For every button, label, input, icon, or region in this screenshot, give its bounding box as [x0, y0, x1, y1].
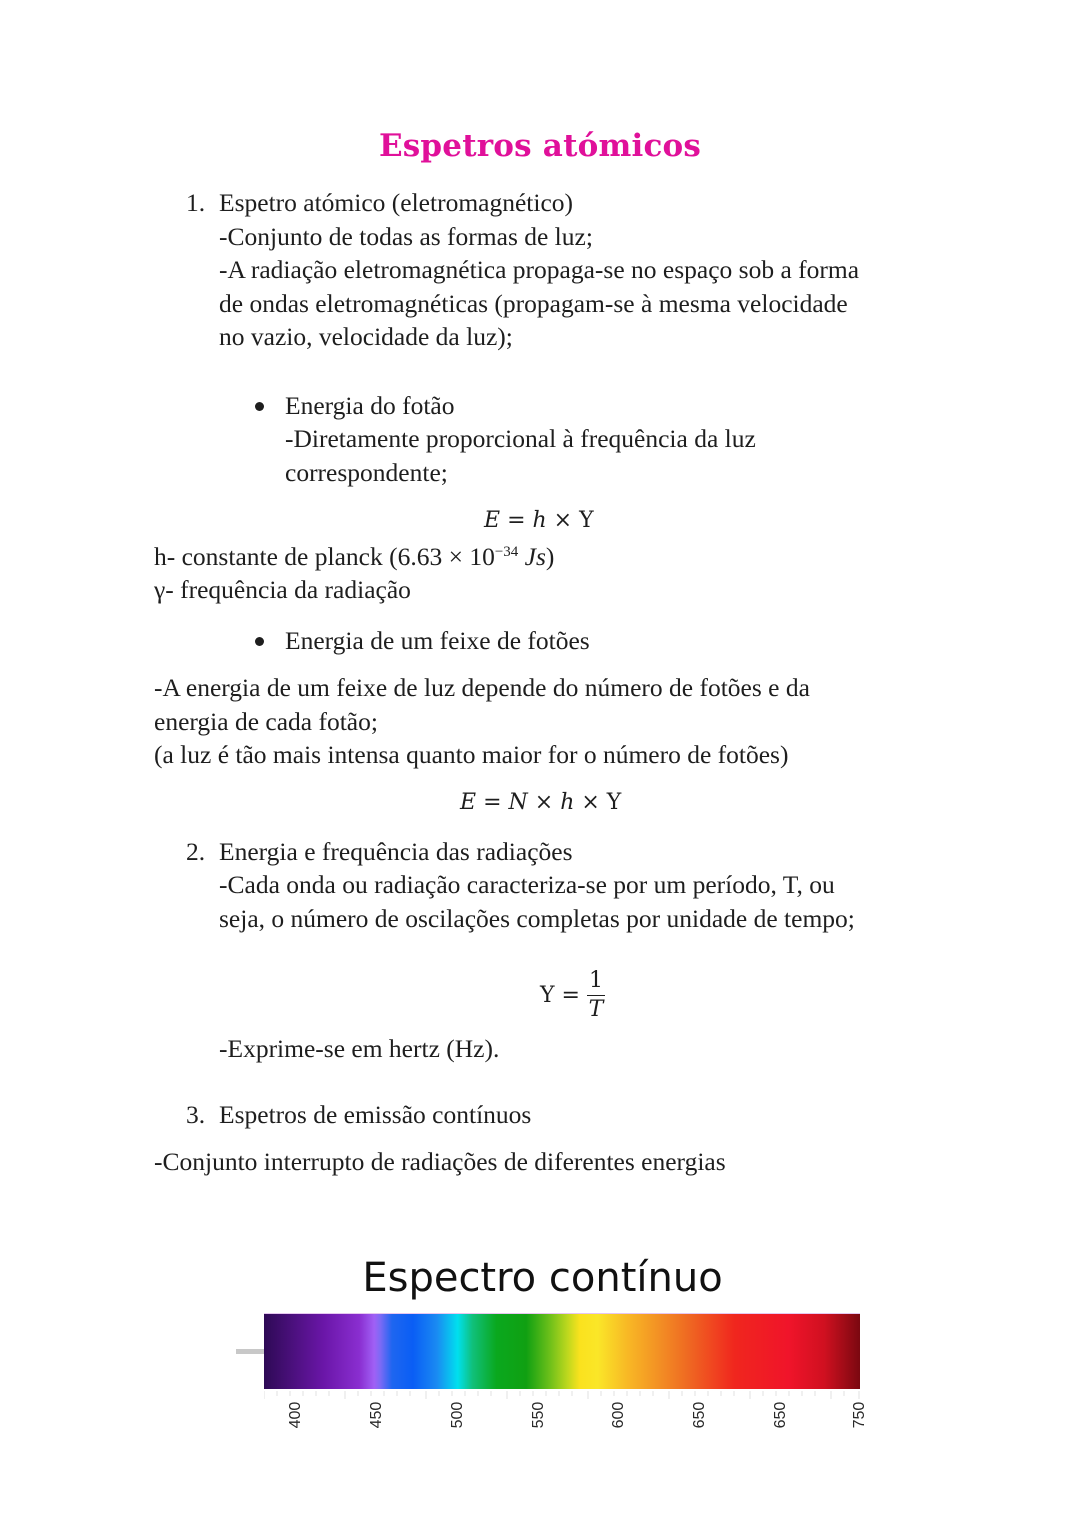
- section-2-number: 2.: [186, 837, 206, 866]
- bullet-icon: [255, 637, 264, 646]
- fraction-denominator: T: [588, 997, 604, 1022]
- bullet-2-line: -A energia de um feixe de luz depende do número de fotões e da: [154, 673, 810, 702]
- formula-symbol: E: [460, 790, 477, 815]
- section-1-line: -A radiação eletromagnética propaga-se no espaço sob a forma: [219, 255, 860, 284]
- section-2-heading: [186, 835, 573, 869]
- tick-label: 450: [368, 1401, 385, 1429]
- section-2-line: seja, o número de oscilações completas por unidade de tempo;: [219, 904, 855, 933]
- section-3-heading: [186, 1098, 531, 1132]
- tick-label: 500: [449, 1401, 466, 1429]
- bullet-2-line: (a luz é tão mais intensa quanto maior for o número de fotões): [154, 740, 789, 769]
- bullet-2-heading: Energia de um feixe de fotões: [285, 626, 590, 655]
- fraction-numerator: 1: [587, 970, 605, 996]
- formula-symbol: =: [507, 508, 526, 533]
- section-3-line: -Conjunto interrupto de radiações de diferentes energias: [154, 1147, 726, 1176]
- section-1-number: 1.: [186, 188, 206, 217]
- fraction: [587, 970, 605, 1021]
- section-2-line: -Cada onda ou radiação caracteriza-se por um período, T, ou: [219, 870, 835, 899]
- bullet-1-line: -Diretamente proporcional à frequência da luz: [285, 424, 756, 453]
- bullet-icon: [255, 402, 264, 411]
- formula-symbol: ×: [581, 790, 600, 815]
- formula-symbol: N: [508, 790, 528, 815]
- tick-label: 750: [851, 1401, 868, 1429]
- planck-exponent: −34: [494, 544, 519, 560]
- formula-symbol: h: [532, 508, 547, 533]
- formula-symbol: =: [561, 983, 580, 1008]
- tick-label: 650: [772, 1401, 789, 1429]
- planck-close: ): [545, 542, 555, 571]
- page-title: Espetros atómicos: [378, 128, 702, 164]
- bullet-1-line: correspondente;: [285, 458, 448, 487]
- continuous-spectrum-bar: [264, 1314, 860, 1389]
- planck-unit: Js: [524, 542, 546, 571]
- section-1-line: -Conjunto de todas as formas de luz;: [219, 222, 593, 251]
- formula-symbol: h: [560, 790, 575, 815]
- section-3-number: 3.: [186, 1100, 206, 1129]
- planck-constant-definition: [154, 540, 554, 574]
- formula-symbol: Υ: [579, 508, 594, 533]
- section-1-line: de ondas eletromagnéticas (propagam-se à mesma velocidade: [219, 289, 848, 318]
- section-3-title: Espetros de emissão contínuos: [219, 1100, 532, 1129]
- section-1-heading: [186, 186, 573, 220]
- spectrum-ticks: [264, 1391, 860, 1399]
- bullet-2-line: energia de cada fotão;: [154, 707, 378, 736]
- tick-label: 600: [610, 1401, 627, 1429]
- section-1-line: no vazio, velocidade da luz);: [219, 322, 513, 351]
- formula-symbol: Υ: [606, 790, 622, 815]
- bullet-1-heading: Energia do fotão: [285, 391, 455, 420]
- formula-symbol: E: [484, 508, 501, 533]
- formula-symbol: Υ: [540, 983, 555, 1008]
- spectrum-title: Espectro contínuo: [362, 1255, 723, 1301]
- formula-beam-energy: [460, 790, 621, 815]
- section-2-title: Energia e frequência das radiações: [219, 837, 573, 866]
- frequency-definition: γ- frequência da radiação: [154, 575, 411, 604]
- formula-photon-energy: [484, 508, 594, 533]
- formula-symbol: ×: [534, 790, 554, 815]
- formula-symbol: ×: [553, 508, 573, 533]
- tick-label: 550: [530, 1401, 547, 1429]
- section-2-note: -Exprime-se em hertz (Hz).: [219, 1034, 500, 1063]
- tick-label: 650: [691, 1401, 708, 1429]
- planck-label: h- constante de planck (6.63 × 10: [154, 542, 495, 571]
- section-1-title: Espetro atómico (eletromagnético): [219, 188, 574, 217]
- spectrum-handle: [236, 1349, 264, 1354]
- formula-symbol: =: [483, 790, 502, 815]
- tick-label: 400: [287, 1401, 304, 1429]
- formula-frequency: [540, 970, 605, 1021]
